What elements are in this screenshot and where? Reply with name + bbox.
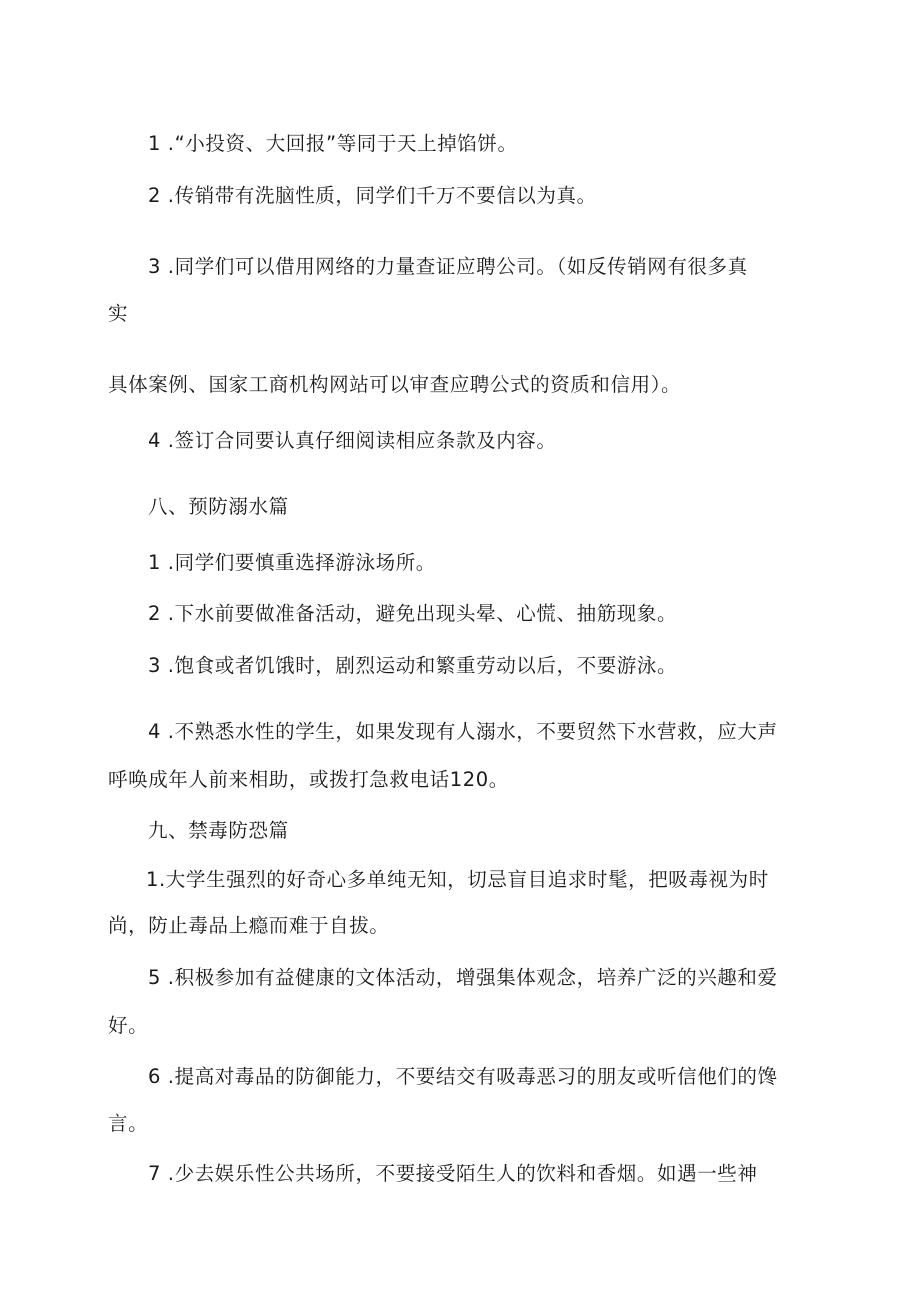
paragraph-line-17: 言。 <box>108 1112 149 1135</box>
paragraph-line-10: 4 .不熟悉水性的学生，如果发现有人溺水，不要贸然下水营救，应大声 <box>148 720 778 743</box>
paragraph-line-9: 3 .饱食或者饥饿时，剧烈运动和繁重劳动以后，不要游泳。 <box>148 654 678 677</box>
paragraph-line-1: 1 .“小投资、大回报”等同于天上掉馅饼。 <box>148 132 518 155</box>
paragraph-line-3: 3 .同学们可以借用网络的力量查证应聘公司。（如反传销网有很多真 <box>148 255 748 278</box>
paragraph-line-14: 5 .积极参加有益健康的文体活动，增强集体观念，培养广泛的兴趣和爱 <box>148 966 778 989</box>
paragraph-line-16: 6 .提高对毒品的防御能力，不要结交有吸毒恶习的朋友或听信他们的馋 <box>148 1065 778 1088</box>
paragraph-line-12: 1.大学生强烈的好奇心多单纯无知，切忌盲目追求时髦，把吸毒视为时 <box>146 868 769 891</box>
paragraph-line-11: 呼唤成年人前来相助，或拨打急救电话120。 <box>108 768 509 791</box>
paragraph-line-8: 2 .下水前要做准备活动，避免出现头晕、心慌、抽筋现象。 <box>148 602 678 625</box>
paragraph-line-5: 具体案例、国家工商机构网站可以审查应聘公式的资质和信用）。 <box>108 373 682 396</box>
section-heading-drugs: 九、禁毒防恐篇 <box>148 819 289 842</box>
paragraph-line-15: 好。 <box>108 1014 149 1037</box>
paragraph-line-4: 实 <box>108 302 129 325</box>
paragraph-line-13: 尚，防止毒品上瘾而难于自拔。 <box>108 914 390 937</box>
paragraph-line-6: 4 .签订合同要认真仔细阅读相应条款及内容。 <box>148 429 557 452</box>
paragraph-line-18: 7 .少去娱乐性公共场所，不要接受陌生人的饮料和香烟。如遇一些神 <box>148 1162 758 1185</box>
paragraph-line-7: 1 .同学们要慎重选择游泳场所。 <box>148 551 436 574</box>
paragraph-line-2: 2 .传销带有洗脑性质，同学们千万不要信以为真。 <box>148 184 597 207</box>
section-heading-drowning: 八、预防溺水篇 <box>148 495 289 518</box>
